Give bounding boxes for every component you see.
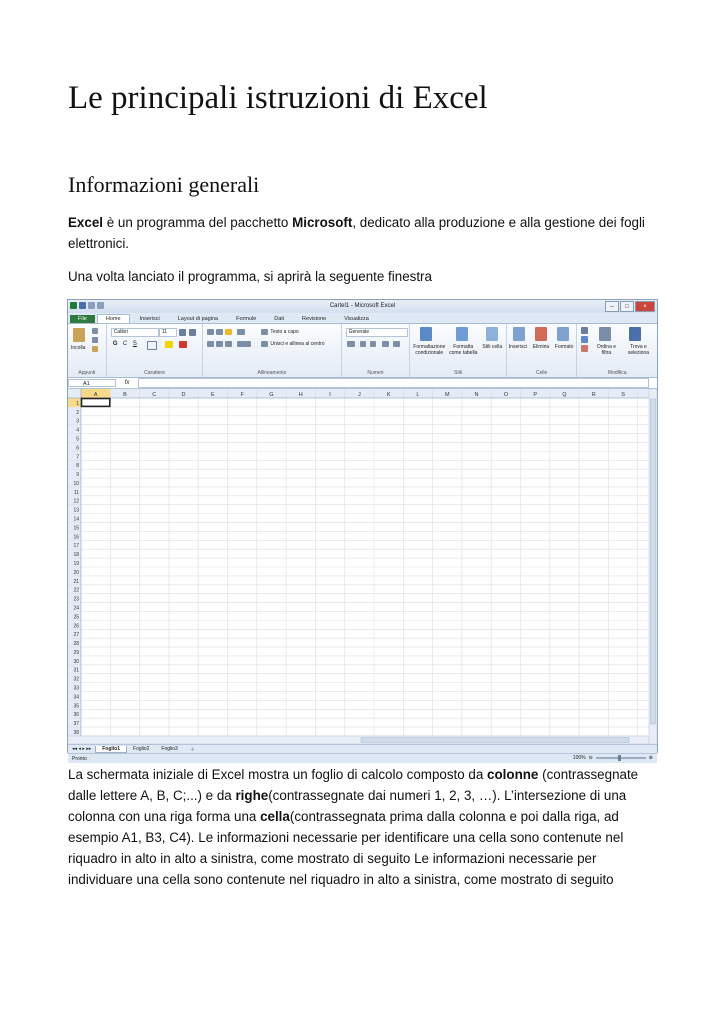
find-select-icon[interactable] [629,327,641,341]
currency-icon[interactable] [347,341,355,347]
editing-group [577,324,657,377]
sheet-tab-foglio2[interactable]: Foglio2 [133,746,150,752]
align-center-icon[interactable] [216,341,223,347]
indent-icon[interactable] [237,341,251,347]
row-header-34[interactable]: 34 [73,694,79,701]
row-header-38[interactable]: 38 [73,730,79,736]
tab-file[interactable]: File [70,315,95,323]
cut-icon[interactable] [92,328,98,334]
row-header-37[interactable]: 37 [73,721,79,728]
excel-title-bar [68,300,657,313]
increase-decimal-icon[interactable] [382,341,389,347]
find-select-label[interactable]: Trova e seleziona [627,344,649,356]
formula-bar-row [68,378,657,389]
cells-group [507,324,578,377]
column-header-J[interactable]: J [357,392,361,398]
window-caption: Cartel1 - Microsoft Excel [329,303,396,309]
decrease-decimal-icon[interactable] [393,341,400,347]
minimize-button[interactable]: – [605,301,619,312]
name-box[interactable]: A1 [68,379,116,387]
row-header-9[interactable]: 9 [76,472,79,479]
tab-home[interactable]: Home [97,314,130,323]
tab-review[interactable]: Revisione [302,316,327,322]
row-header-6[interactable]: 6 [76,445,79,452]
row-header-29[interactable]: 29 [73,649,79,656]
wrap-text-icon[interactable] [261,329,268,335]
shrink-font-icon[interactable] [189,329,196,336]
number-format-select[interactable]: Generale [346,328,408,337]
close-button[interactable]: × [635,301,655,312]
formula-input[interactable] [138,378,649,388]
paste-label[interactable]: Incolla [71,345,86,351]
wrap-text-label[interactable]: Testo a capo [270,329,299,335]
row-header-3[interactable]: 3 [76,418,79,425]
copy-icon[interactable] [92,337,98,343]
conditional-formatting-label[interactable]: Formattazione condizionale [413,344,446,356]
editing-group-label: Modifica [607,370,627,376]
row-header-19[interactable]: 19 [73,561,79,567]
fx-icon[interactable]: fx [124,380,130,386]
number-group-label: Numeri [367,370,384,376]
underline-button[interactable]: S [132,341,137,347]
bold-excel: Excel [68,215,103,230]
ribbon-tabs [68,313,657,323]
status-text: Pronto [72,755,87,762]
font-group [107,324,204,377]
column-header-K[interactable]: K [386,392,391,398]
bold-colonne: colonne [487,767,539,782]
alignment-group-label: Allineamento [257,370,287,376]
row-header-5[interactable]: 5 [76,436,79,443]
font-color-icon[interactable] [179,341,187,348]
row-header-18[interactable]: 18 [73,552,79,559]
sheet-tab-foglio1[interactable]: Foglio1 [95,746,127,753]
cells-group-label: Celle [535,370,548,376]
row-header-4[interactable]: 4 [76,427,79,434]
row-header-32[interactable]: 32 [73,676,79,683]
column-header-Q[interactable]: Q [562,392,567,398]
zoom-in-icon[interactable]: ⊕ [648,755,653,761]
insert-cells-label[interactable]: Inserisci [508,344,528,350]
row-header-1[interactable]: 1 [76,400,79,407]
styles-group [410,324,507,377]
row-header-22[interactable]: 22 [73,587,79,594]
row-header-35[interactable]: 35 [73,703,79,710]
column-header-M[interactable]: M [444,392,450,398]
format-as-table-label[interactable]: Formatta come tabella [449,344,478,356]
column-header-L[interactable]: L [416,392,420,398]
row-header-36[interactable]: 36 [73,712,79,719]
paste-icon[interactable] [73,328,85,342]
format-painter-icon[interactable] [92,346,98,352]
sheet-tab-foglio3[interactable]: Foglio3 [161,746,178,752]
row-header-10[interactable]: 10 [73,480,79,487]
sheet-tabs [68,744,657,753]
font-size-select[interactable]: 11 [159,328,177,337]
sort-filter-icon[interactable] [599,327,611,341]
text-span: (contrassegnata prima dalla colonna e poi dalla riga, ad esempio A1, B3, C4). Le informazioni necessarie per identificare una cella sono contenute nel riquadro in alto in alto a sinistra, come mostrato di seguito Le informazioni necessarie per individuare una cella sono contenute nel riquadro in alto a sinistra, come mostrato di seguito [68,809,624,887]
fill-icon[interactable] [581,336,588,343]
format-as-table-icon[interactable] [456,327,468,341]
text-span: (contrassegnate dai numeri 1, 2, 3, …). L’intersezione di una colonna con una riga forma una [68,788,627,824]
active-row-header [68,398,81,407]
text-span: , dedicato alla produzione e alla gestione dei fogli elettronici. [68,215,645,251]
clipboard-group-label: Appunti [78,370,96,376]
horizontal-scroll-thumb[interactable] [361,738,629,743]
align-right-icon[interactable] [225,341,232,347]
delete-cells-icon[interactable] [535,327,547,341]
bold-righe: righe [235,788,269,803]
column-header-H[interactable]: H [298,392,303,398]
font-name-select[interactable]: Calibri [111,328,159,337]
row-header-23[interactable]: 23 [73,596,79,603]
merge-center-icon[interactable] [261,341,268,347]
merge-center-label[interactable]: Unisci e allinea al centro [270,341,325,347]
column-header-S[interactable]: S [621,392,625,398]
styles-group-label: Stili [454,370,463,376]
maximize-button[interactable]: □ [620,301,634,312]
row-header-27[interactable]: 27 [73,632,79,639]
document-title: Le principali istruzioni di Excel [68,80,488,116]
row-header-13[interactable]: 13 [73,507,79,514]
new-sheet-icon[interactable]: ＋ [189,746,195,753]
row-header-21[interactable]: 21 [73,578,79,585]
orientation-icon[interactable] [237,329,245,335]
comma-icon[interactable] [370,341,376,347]
sheet-nav-icon[interactable]: ◂◂ ◂ ▸ ▸▸ [72,746,92,752]
number-group [342,324,411,377]
row-header-12[interactable]: 12 [73,498,79,505]
column-header-A[interactable]: A [93,392,98,398]
column-header-E[interactable]: E [211,392,215,398]
row-header-14[interactable]: 14 [73,516,79,523]
grid-canvas[interactable] [68,389,657,744]
tab-data[interactable]: Dati [274,316,285,322]
zoom-slider-handle[interactable] [618,755,621,761]
section-heading: Informazioni generali [68,172,260,197]
align-bottom-icon[interactable] [225,329,232,335]
row-header-8[interactable]: 8 [76,463,79,470]
row-header-20[interactable]: 20 [73,569,79,576]
row-header-24[interactable]: 24 [73,605,79,612]
bold-cella: cella [260,809,290,824]
tab-formulas[interactable]: Formule [236,316,257,322]
autosum-icon[interactable] [581,327,588,334]
sort-filter-label[interactable]: Ordina e filtra [596,344,617,356]
align-middle-icon[interactable] [216,329,223,335]
zoom-slider[interactable] [596,757,646,759]
clear-icon[interactable] [581,345,588,352]
column-header-B[interactable]: B [123,392,127,398]
excel-window [67,299,658,762]
tab-view[interactable]: Visualizza [344,316,369,322]
font-group-label: Carattere [144,370,165,376]
ribbon [68,323,657,378]
row-header-2[interactable]: 2 [76,409,79,416]
insert-cells-icon[interactable] [513,327,525,341]
row-header-30[interactable]: 30 [73,658,79,665]
format-cells-icon[interactable] [557,327,569,341]
column-header-D[interactable]: D [181,392,186,398]
column-header-N[interactable]: N [474,392,479,398]
column-header-P[interactable]: P [533,392,537,398]
grow-font-icon[interactable] [179,329,186,336]
status-bar [68,753,657,763]
bold-microsoft: Microsoft [292,215,353,230]
window-intro-paragraph: Una volta lanciato il programma, si aprirà la seguente finestra [68,269,432,284]
text-span: La schermata iniziale di Excel mostra un foglio di calcolo composto da [68,767,488,782]
text-span: (contrassegnate dalle lettere A, B, C;...) e da [68,767,639,803]
row-header-15[interactable]: 15 [73,525,79,532]
clipboard-group [68,324,107,377]
row-header-17[interactable]: 17 [73,543,79,550]
bold-button[interactable]: G [112,341,118,347]
intro-paragraph [68,212,658,254]
row-header-11[interactable]: 11 [73,489,79,496]
row-header-28[interactable]: 28 [73,641,79,648]
column-header-I[interactable]: I [329,392,331,398]
worksheet-grid[interactable] [68,389,657,744]
zoom-control [573,755,653,761]
window-controls [605,301,655,312]
column-header-R[interactable]: R [591,392,596,398]
column-header-C[interactable]: C [152,392,157,398]
row-header-25[interactable]: 25 [73,614,79,621]
tab-page-layout[interactable]: Layout di pagina [177,316,219,322]
zoom-out-icon[interactable]: ⊖ [588,755,593,761]
tab-insert[interactable]: Inserisci [139,316,160,322]
align-top-icon[interactable] [207,329,214,335]
zoom-level: 100% [572,755,586,761]
alignment-group [203,324,341,377]
borders-icon[interactable] [147,341,157,350]
cell-styles-icon[interactable] [486,327,498,341]
delete-cells-label[interactable]: Elimina [532,344,550,350]
column-header-G[interactable]: G [269,392,274,398]
vertical-scroll-thumb[interactable] [651,399,656,724]
fill-color-icon[interactable] [165,341,173,348]
row-header-7[interactable]: 7 [76,454,79,461]
row-header-33[interactable]: 33 [73,685,79,692]
row-header-16[interactable]: 16 [73,534,79,541]
align-left-icon[interactable] [207,341,214,347]
text-span: è un programma del pacchetto [103,215,293,230]
percent-icon[interactable] [360,341,366,347]
row-header-31[interactable]: 31 [73,667,79,674]
column-header-F[interactable]: F [240,392,244,398]
column-header-O[interactable]: O [503,392,508,398]
row-header-26[interactable]: 26 [73,623,79,630]
cell-styles-label[interactable]: Stili cella [482,344,503,350]
italic-button[interactable]: C [122,341,128,347]
description-paragraph [68,764,658,890]
format-cells-label[interactable]: Formato [554,344,574,350]
conditional-formatting-icon[interactable] [420,327,432,341]
